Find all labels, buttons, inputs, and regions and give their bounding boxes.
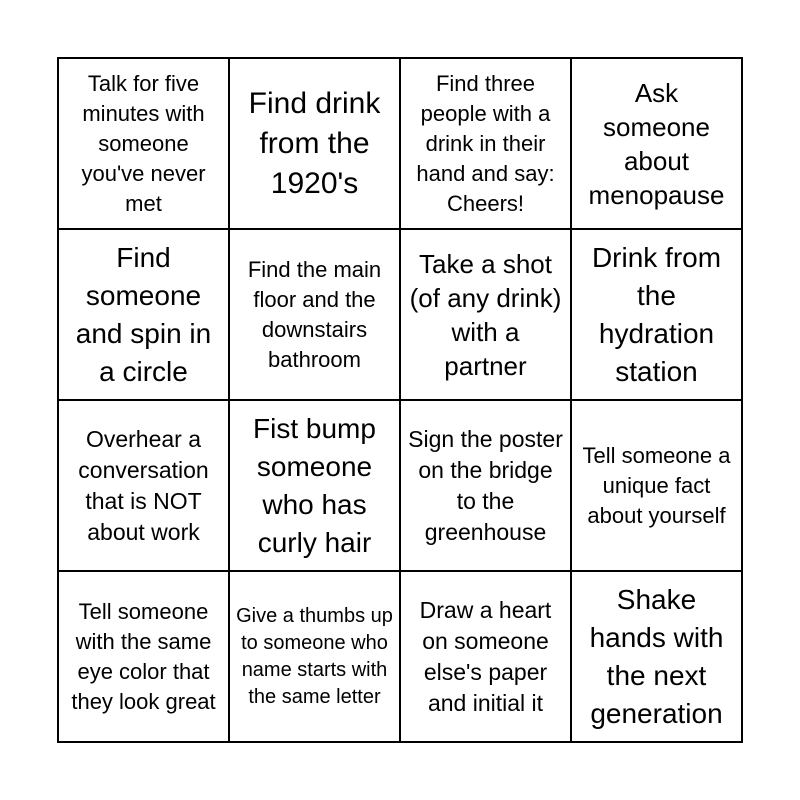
bingo-square-r4c2[interactable]: Give a thumbs up to someone who name starts with the same letter xyxy=(229,571,400,742)
bingo-square-r4c4[interactable]: Shake hands with the next generation xyxy=(571,571,742,742)
bingo-square-r1c4[interactable]: Ask someone about menopause xyxy=(571,58,742,229)
bingo-square-r4c3[interactable]: Draw a heart on someone else's paper and initial it xyxy=(400,571,571,742)
bingo-square-r1c2[interactable]: Find drink from the 1920's xyxy=(229,58,400,229)
bingo-square-r4c1[interactable]: Tell someone with the same eye color that they look great xyxy=(58,571,229,742)
bingo-square-r2c1[interactable]: Find someone and spin in a circle xyxy=(58,229,229,400)
bingo-square-r1c1[interactable]: Talk for five minutes with someone you've never met xyxy=(58,58,229,229)
bingo-square-r1c3[interactable]: Find three people with a drink in their hand and say: Cheers! xyxy=(400,58,571,229)
bingo-square-r2c2[interactable]: Find the main floor and the downstairs bathroom xyxy=(229,229,400,400)
bingo-square-r2c3[interactable]: Take a shot (of any drink) with a partner xyxy=(400,229,571,400)
bingo-square-r3c2[interactable]: Fist bump someone who has curly hair xyxy=(229,400,400,571)
bingo-square-r3c4[interactable]: Tell someone a unique fact about yourself xyxy=(571,400,742,571)
bingo-square-r3c3[interactable]: Sign the poster on the bridge to the greenhouse xyxy=(400,400,571,571)
bingo-square-r3c1[interactable]: Overhear a conversation that is NOT about work xyxy=(58,400,229,571)
bingo-square-r2c4[interactable]: Drink from the hydration station xyxy=(571,229,742,400)
bingo-board xyxy=(57,57,743,743)
